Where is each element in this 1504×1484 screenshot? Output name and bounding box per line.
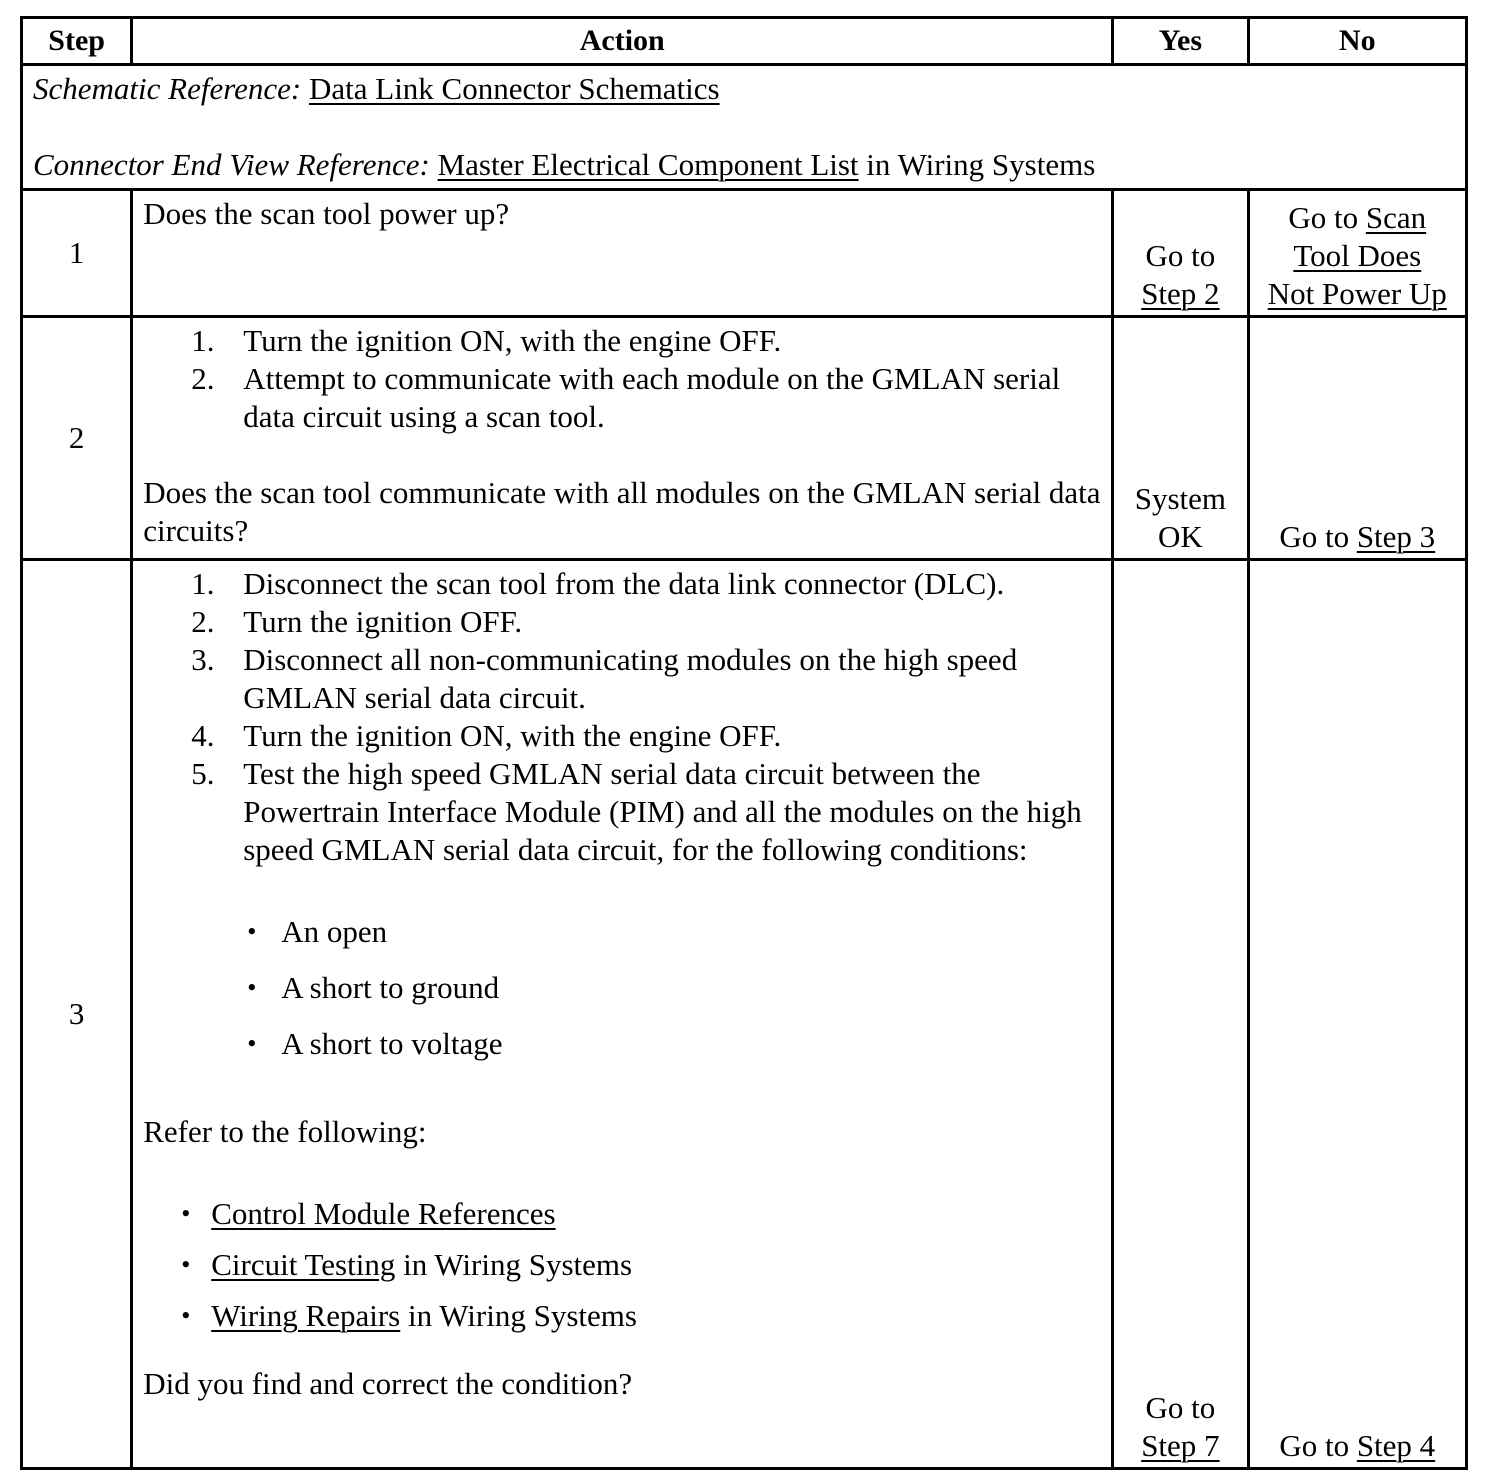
yes-prefix: Go to <box>1145 238 1216 273</box>
yes-link[interactable]: Step 7 <box>1141 1428 1220 1463</box>
no-cell <box>1248 190 1466 317</box>
step-action <box>132 190 1113 317</box>
schematic-reference <box>33 70 1455 108</box>
header-action: Action <box>132 18 1113 65</box>
reference-item <box>143 1246 1101 1284</box>
schematic-link[interactable]: Data Link Connector Schematics <box>308 71 720 106</box>
yes-text: System <box>1134 481 1227 516</box>
step-action <box>132 560 1113 1469</box>
list-item: 4. Turn the ignition ON, with the engine OFF. <box>191 718 782 753</box>
connector-suffix: in Wiring Systems <box>866 147 1096 182</box>
header-row <box>22 18 1467 65</box>
no-prefix: Go to <box>1288 200 1359 235</box>
refer-text: Refer to the following: <box>143 1114 427 1149</box>
schematic-label: Schematic Reference: <box>33 71 302 106</box>
step-question: Does the scan tool power up? <box>143 196 510 231</box>
reference-list <box>143 1195 1101 1335</box>
list-item: 5. Test the high speed GMLAN serial data circuit between the Powertrain Interface Module (PIM) and all the modules on the high speed GMLAN serial data circuit, for the following conditions: <box>191 756 1082 867</box>
no-link[interactable]: Step 4 <box>1356 1428 1436 1463</box>
list-item: 2. Turn the ignition OFF. <box>191 604 523 639</box>
reference-cell <box>22 65 1467 190</box>
reference-item <box>143 1195 1101 1233</box>
reference-suffix: in Wiring Systems <box>407 1298 637 1333</box>
action-list <box>143 322 1101 436</box>
list-item: 1. Disconnect the scan tool from the data link connector (DLC). <box>191 566 1005 601</box>
no-link[interactable]: Scan <box>1365 200 1427 235</box>
reference-link[interactable]: Wiring Repairs <box>211 1298 401 1333</box>
yes-cell <box>1113 317 1248 560</box>
no-link[interactable]: Not Power Up <box>1267 276 1447 311</box>
no-link[interactable]: Tool Does <box>1293 238 1422 273</box>
no-cell <box>1248 560 1466 1469</box>
header-yes: Yes <box>1113 18 1248 65</box>
yes-link[interactable]: Step 2 <box>1141 276 1220 311</box>
list-item: 3. Disconnect all non-communicating modules on the high speed GMLAN serial data circuit. <box>191 642 1018 715</box>
list-item: 1. Turn the ignition ON, with the engine OFF. <box>191 323 782 358</box>
header-no: No <box>1248 18 1466 65</box>
no-prefix: Go to <box>1279 1428 1350 1463</box>
step-row-1 <box>22 190 1467 317</box>
no-link[interactable]: Step 3 <box>1356 519 1436 554</box>
reference-item <box>143 1297 1101 1335</box>
list-item: 2. Attempt to communicate with each module on the GMLAN serial data circuit using a scan tool. <box>191 361 1061 434</box>
connector-label: Connector End View Reference: <box>33 147 430 182</box>
step-question: Did you find and correct the condition? <box>143 1366 633 1401</box>
condition-item: • An open <box>143 913 1101 951</box>
step-question: Does the scan tool communicate with all modules on the GMLAN serial data circuits? <box>143 475 1101 548</box>
connector-reference <box>33 146 1455 184</box>
yes-text: OK <box>1157 519 1203 554</box>
condition-item: • A short to ground <box>143 969 1101 1007</box>
reference-link[interactable]: Circuit Testing <box>211 1247 396 1282</box>
action-list <box>143 565 1101 869</box>
step-number: 2 <box>22 317 132 560</box>
yes-cell <box>1113 190 1248 317</box>
step-action <box>132 317 1113 560</box>
condition-item: • A short to voltage <box>143 1025 1101 1063</box>
step-row-3 <box>22 560 1467 1469</box>
header-step: Step <box>22 18 132 65</box>
reference-row <box>22 65 1467 190</box>
conditions-list <box>143 913 1101 1063</box>
yes-cell <box>1113 560 1248 1469</box>
step-number: 1 <box>22 190 132 317</box>
diagnostic-table <box>20 16 1468 1470</box>
reference-suffix: in Wiring Systems <box>403 1247 633 1282</box>
step-number: 3 <box>22 560 132 1469</box>
no-cell <box>1248 317 1466 560</box>
no-prefix: Go to <box>1279 519 1350 554</box>
reference-link[interactable]: Control Module References <box>211 1196 556 1231</box>
connector-link[interactable]: Master Electrical Component List <box>437 147 859 182</box>
step-row-2 <box>22 317 1467 560</box>
yes-prefix: Go to <box>1145 1390 1216 1425</box>
